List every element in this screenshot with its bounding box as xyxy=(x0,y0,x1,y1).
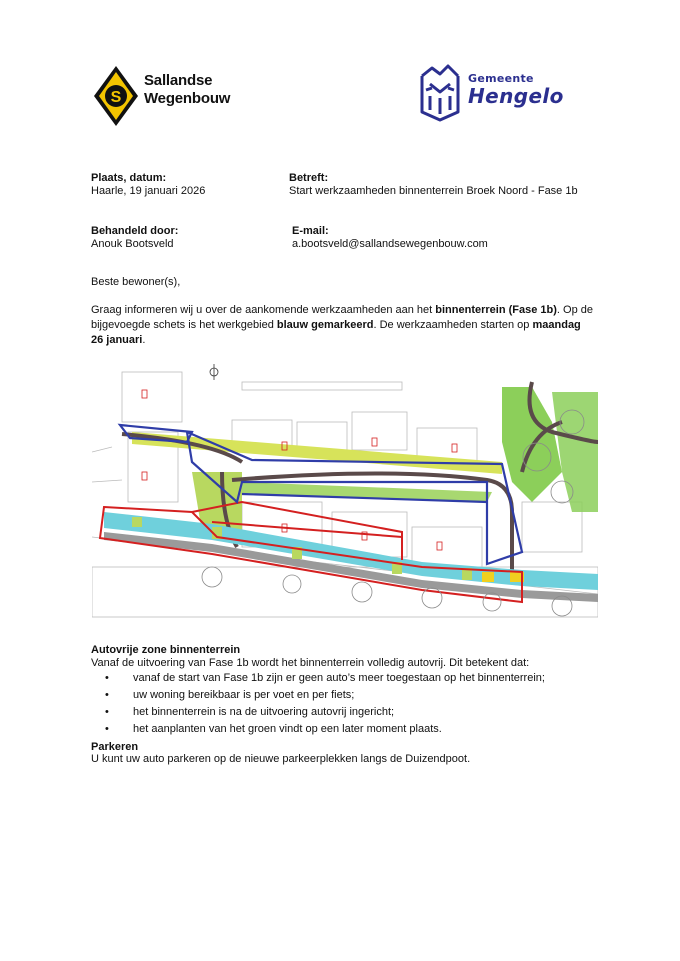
place-date-label: Plaats, datum: xyxy=(91,172,167,184)
bullet-dot: • xyxy=(105,672,109,684)
autovrij-heading: Autovrije zone binnenterrein xyxy=(91,644,241,656)
bullet-dot: • xyxy=(105,723,109,735)
list-item xyxy=(105,670,593,687)
sallandse-wordmark xyxy=(144,72,230,108)
handler-label: Behandeld door: xyxy=(91,225,179,237)
bullet-text: uw woning bereikbaar is per voet en per fiets; xyxy=(133,689,355,701)
bullet-text: vanaf de start van Fase 1b zijn er geen auto’s meer toegestaan op het binnenterrein; xyxy=(133,672,545,684)
parkeren-text: U kunt uw auto parkeren op de nieuwe parkeerplekken langs de Duizendpoot. xyxy=(91,753,471,765)
greeting: Beste bewoner(s), xyxy=(91,276,181,288)
bullet-dot: • xyxy=(105,706,109,718)
intro-bold-blauw: blauw gemarkeerd xyxy=(276,319,374,331)
intro-paragraph xyxy=(91,303,596,348)
place-date-value: Haarle, 19 januari 2026 xyxy=(91,185,206,197)
bullet-text: het binnenterrein is na de uitvoering autovrij ingericht; xyxy=(133,706,395,718)
intro-bold-date: maandag 26 januari xyxy=(91,319,581,346)
parkeren-heading: Parkeren xyxy=(91,741,139,753)
sallandse-line1: Sallandse xyxy=(144,72,213,89)
hengelo-crest-icon xyxy=(418,62,464,122)
hengelo-line1: Gemeente xyxy=(468,72,534,85)
intro-text-2: . Op de bijgevoegde schets is het werkgebied xyxy=(91,304,593,331)
sallandse-line2: Wegenbouw xyxy=(144,90,231,107)
subject-value: Start werkzaamheden binnenterrein Broek Noord - Fase 1b xyxy=(289,185,578,197)
svg-text:S: S xyxy=(110,89,122,106)
handler-value: Anouk Bootsveld xyxy=(91,238,174,250)
bullet-text: het aanplanten van het groen vindt op een later moment plaats. xyxy=(133,723,442,735)
intro-bold-fase: binnenterrein (Fase 1b) xyxy=(435,304,557,316)
autovrij-intro: Vanaf de uitvoering van Fase 1b wordt het binnenterrein volledig autovrij. Dit betekent dat: xyxy=(91,657,530,669)
bullet-dot: • xyxy=(105,689,109,701)
list-item xyxy=(105,721,593,738)
sallandse-diamond-icon xyxy=(92,64,140,128)
intro-text-1: Graag informeren wij u over de aankomende werkzaamheden aan het xyxy=(91,304,436,316)
intro-text-4: . xyxy=(142,334,146,346)
hengelo-line2: Hengelo xyxy=(468,84,564,108)
subject-label: Betreft: xyxy=(289,172,329,184)
list-item xyxy=(105,687,593,704)
site-plan-drawing xyxy=(92,362,598,618)
intro-text-3: . De werkzaamheden starten op xyxy=(373,319,533,331)
site-plan-map xyxy=(92,362,598,618)
email-value: a.bootsveld@sallandsewegenbouw.com xyxy=(292,238,488,250)
sallandse-wegenbouw-logo xyxy=(92,64,232,128)
autovrij-bullet-list xyxy=(105,670,593,738)
email-label: E-mail: xyxy=(292,225,329,237)
gemeente-hengelo-logo xyxy=(418,62,568,124)
list-item xyxy=(105,704,593,721)
